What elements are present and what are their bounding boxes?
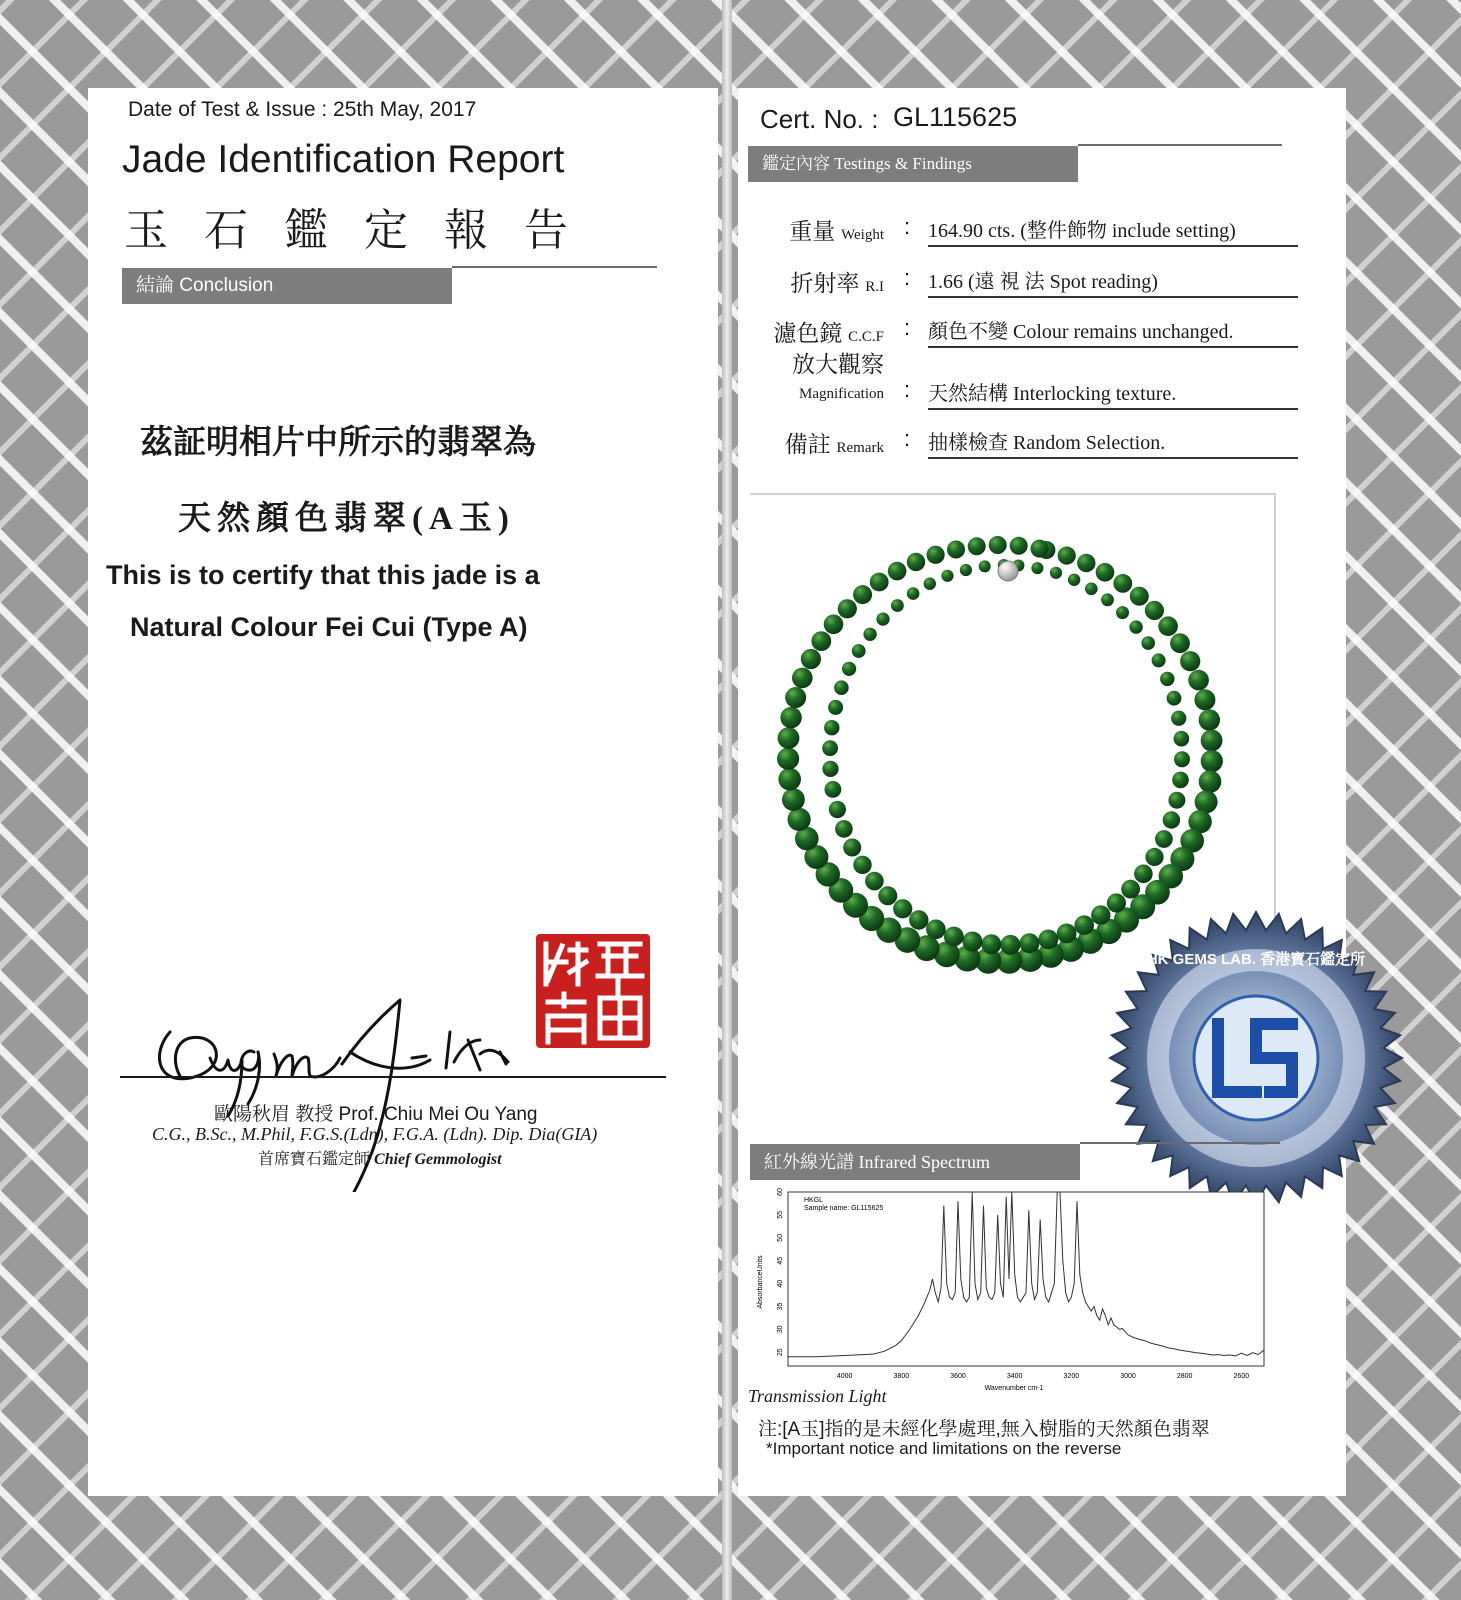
finding-value-ccf: 顏色不變 Colour remains unchanged. (928, 315, 1298, 348)
finding-colon: : (904, 426, 911, 451)
jade-bead (1141, 636, 1155, 650)
gemmologist-qualifications: C.G., B.Sc., M.Phil, F.G.S.(Ldn), F.G.A. (Ldn). Dip. Dia(GIA) (152, 1124, 598, 1144)
silver-clasp (998, 561, 1018, 581)
findings-header: 鑑定內容 Testings & Findings (748, 146, 1078, 182)
jade-bead (1155, 830, 1173, 848)
jade-bead (1163, 811, 1180, 828)
x-tick-label: 3800 (893, 1373, 910, 1380)
y-tick-label: 60 (777, 1188, 784, 1196)
jade-bead (1000, 935, 1020, 955)
conclusion-en-line1: This is to certify that this jade is a (106, 560, 540, 590)
finding-label-ri: 折射率 R.I (790, 271, 884, 296)
jade-bead (1020, 933, 1040, 953)
finding-colon: : (904, 315, 911, 340)
infrared-spectrum-chart (752, 1186, 1268, 1396)
jade-bead (907, 553, 925, 571)
jade-bead (1174, 731, 1190, 747)
jade-bead (1077, 554, 1095, 572)
jade-bead (1152, 653, 1166, 667)
finding-value-remark: 抽樣檢查 Random Selection. (928, 426, 1298, 459)
hologram-seal (1106, 908, 1406, 1208)
x-axis-ticks (837, 1373, 1249, 1380)
jade-bead (811, 631, 831, 651)
jade-bead (989, 536, 1007, 554)
jade-bead (825, 781, 842, 798)
jade-bead (788, 808, 811, 831)
jade-bead (1145, 601, 1164, 620)
jade-bead (1158, 616, 1178, 636)
jade-bead (1050, 567, 1062, 579)
chart-sample-name: Sample name: GL115625 (804, 1205, 884, 1212)
x-tick-label: 2800 (1176, 1373, 1193, 1380)
x-tick-label: 3400 (1006, 1373, 1023, 1380)
hologram-label: HK GEMS LAB. 香港寶石鑑定所 (1146, 951, 1366, 968)
jade-bead (1085, 583, 1098, 596)
y-tick-label: 25 (777, 1348, 784, 1357)
jade-bead (824, 720, 839, 735)
findings-divider (1078, 144, 1282, 146)
jade-bead (979, 560, 991, 572)
gemmologist-title (258, 1146, 502, 1169)
jade-bead (891, 599, 904, 612)
cert-no-label: Cert. No. : (760, 104, 879, 134)
conclusion-zh-line2: 天然顏色翡翠(A玉) (178, 501, 515, 537)
type-a-note: 注:[A玉]指的是未經化學處理,無入樹脂的天然顏色翡翠 (758, 1419, 1210, 1440)
jade-bead (1134, 865, 1153, 884)
jade-bead (888, 562, 907, 581)
x-axis-label: Wavenumber cm-1 (984, 1385, 1044, 1392)
finding-value-magnification: 天然結構 Interlocking texture. (928, 377, 1298, 410)
jade-bead (1188, 670, 1209, 691)
jade-bead (1074, 915, 1094, 935)
jade-bead (907, 587, 920, 600)
jade-bead (1031, 540, 1049, 558)
jade-bead (822, 740, 838, 756)
jade-bead (1172, 772, 1189, 789)
jade-bead (777, 748, 799, 770)
finding-colon: : (904, 377, 911, 402)
jade-bead (1101, 593, 1114, 606)
jade-bead (853, 585, 872, 604)
y-tick-label: 30 (777, 1325, 784, 1334)
jade-bead (876, 613, 889, 626)
red-seal-stamp (534, 932, 652, 1050)
jade-bead (834, 680, 849, 695)
jade-bead (1129, 620, 1142, 633)
jade-bead (981, 934, 1001, 954)
jade-bead (968, 537, 986, 555)
jade-bead (842, 662, 856, 676)
jade-bead (822, 761, 838, 777)
jade-bead (1170, 633, 1190, 653)
conclusion-zh-line1: 茲証明相片中所示的翡翠為 (140, 425, 536, 461)
jade-bead (1168, 792, 1185, 809)
jade-bead (1057, 924, 1077, 944)
jade-bead (1113, 574, 1132, 593)
jade-bead (778, 768, 801, 791)
jade-bead (785, 687, 806, 708)
fold-crease (722, 0, 732, 1600)
jade-bead (1010, 537, 1028, 555)
jade-bead (1121, 880, 1140, 899)
jade-bead (878, 886, 897, 905)
gemmologist-title-zh: 首席寶石鑑定師 (258, 1151, 371, 1168)
transmission-light-label: Transmission Light (748, 1386, 887, 1406)
jade-bead (1194, 689, 1215, 710)
jade-bead (1180, 651, 1200, 671)
jade-bead (870, 573, 889, 592)
x-tick-label: 3600 (950, 1373, 966, 1380)
finding-label-magnification: 放大觀察 Magnification (792, 352, 884, 402)
jade-bead (926, 920, 946, 940)
y-tick-label: 45 (777, 1256, 784, 1265)
jade-bead (1199, 770, 1222, 793)
finding-colon: : (904, 214, 911, 239)
jade-bead (782, 788, 805, 811)
gemmologist-name: 歐陽秋眉 教授 Prof. Chiu Mei Ou Yang (214, 1104, 538, 1125)
jade-bead (780, 707, 801, 728)
jade-bead (960, 564, 972, 576)
jade-bead (1116, 606, 1129, 619)
jade-bead (962, 932, 982, 952)
jade-bead (1174, 751, 1190, 767)
report-title-zh: 玉石鑑定報告 (124, 206, 604, 255)
jade-bead (1167, 691, 1182, 706)
jade-bead (1096, 563, 1115, 582)
jade-bead (835, 820, 853, 838)
jade-bead (1031, 562, 1043, 574)
x-tick-label: 3000 (1120, 1373, 1136, 1380)
finding-value-ri: 1.66 (遠 視 法 Spot reading) (928, 265, 1298, 298)
jade-bead (1199, 709, 1220, 730)
jade-bead (1195, 790, 1218, 813)
finding-label-ccf: 濾色鏡 C.C.F (773, 321, 884, 346)
jade-bead (778, 727, 800, 749)
x-tick-label: 4000 (836, 1373, 853, 1380)
y-axis-ticks (777, 1188, 784, 1356)
jade-bead (865, 872, 884, 891)
jade-bead (838, 599, 857, 618)
gemmologist-title-en: Chief Gemmologist (374, 1151, 502, 1168)
jade-bead (893, 899, 912, 918)
jade-bead (801, 649, 821, 669)
cert-no-value: GL115625 (893, 102, 1018, 132)
y-tick-label: 35 (777, 1302, 784, 1311)
y-tick-label: 40 (777, 1279, 784, 1288)
jade-bead (1201, 730, 1223, 752)
jade-bead (941, 570, 953, 582)
important-notice: *Important notice and limitations on the reverse (766, 1439, 1122, 1458)
jade-bead (1058, 547, 1076, 565)
necklace-inner-strand (822, 559, 1190, 955)
signature-line (120, 1076, 666, 1078)
finding-colon: : (904, 265, 911, 290)
spectrum-header: 紅外線光譜 Infrared Spectrum (750, 1144, 1080, 1180)
x-tick-label: 2600 (1233, 1373, 1250, 1380)
jade-bead (924, 578, 936, 590)
conclusion-en-line2: Natural Colour Fei Cui (Type A) (130, 612, 528, 642)
y-tick-label: 50 (777, 1233, 784, 1242)
jade-bead (927, 546, 945, 564)
jade-bead (1068, 574, 1080, 586)
conclusion-divider (452, 266, 657, 268)
jade-bead (828, 700, 843, 715)
jade-bead (1201, 750, 1223, 772)
jade-bead (909, 910, 928, 929)
jade-bead (792, 668, 813, 689)
jade-bead (1038, 930, 1058, 950)
jade-bead (1130, 587, 1149, 606)
jade-bead (824, 615, 844, 635)
jade-bead (853, 856, 871, 874)
conclusion-header: 結論 Conclusion (122, 268, 452, 304)
chart-header: HKGL (804, 1197, 824, 1204)
jade-bead (1145, 848, 1163, 866)
finding-label-remark: 備註 Remark (784, 432, 884, 457)
finding-label-weight: 重量 Weight (789, 219, 884, 244)
jade-bead (863, 628, 876, 641)
jade-bead (947, 541, 965, 559)
jade-bead (1160, 672, 1174, 686)
report-title-en: Jade Identification Report (122, 138, 565, 181)
jade-bead (852, 644, 866, 658)
jade-bead (843, 839, 861, 857)
spectrum-divider (1080, 1142, 1280, 1144)
date-of-issue: Date of Test & Issue : 25th May, 2017 (128, 98, 477, 121)
jade-bead (1171, 711, 1186, 726)
x-tick-label: 3200 (1063, 1373, 1080, 1380)
jade-bead (944, 927, 964, 947)
y-tick-label: 55 (777, 1210, 784, 1219)
y-axis-label: AbsorbanceUnits (757, 1255, 764, 1309)
finding-value-weight: 164.90 cts. (整件飾物 include setting) (928, 214, 1298, 247)
jade-bead (829, 801, 846, 818)
